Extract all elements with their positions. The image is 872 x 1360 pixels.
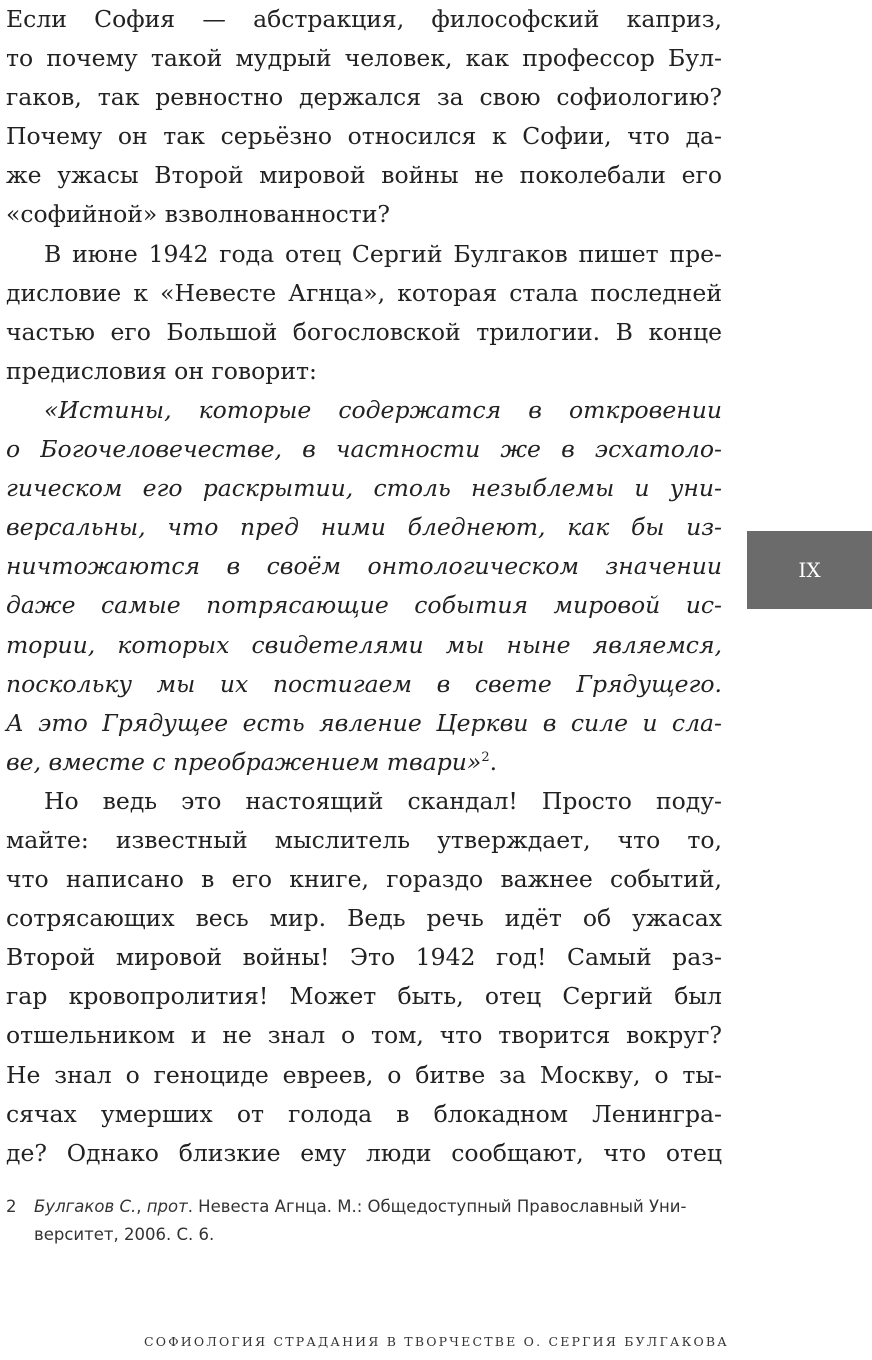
- footnote-number: 2: [6, 1197, 17, 1216]
- chapter-number: IX: [798, 558, 821, 582]
- text-line: Второй мировой войны! Это 1942 год! Самый раз-: [6, 943, 722, 972]
- text-line: что написано в его книге, гораздо важнее событий,: [6, 865, 722, 894]
- text-line: майте: известный мыслитель утверждает, что то,: [6, 825, 722, 854]
- quote-last-line: [6, 743, 722, 782]
- quote-line: гическом его раскрытии, столь незыблемы и уни-: [6, 474, 722, 503]
- quote-line: тории, которых свидетелями мы ныне являемся,: [6, 630, 722, 659]
- main-text: [6, 0, 722, 1173]
- text-line: Не знал о геноциде евреев, о битве за Москву, о ты-: [6, 1060, 722, 1089]
- text-line: то почему такой мудрый человек, как профессор Бул-: [6, 44, 722, 73]
- chapter-tab: [747, 531, 872, 609]
- text-line: де? Однако близкие ему люди сообщают, что отец: [6, 1138, 722, 1167]
- text-line: В июне 1942 года отец Сергий Булгаков пишет пре-: [44, 239, 722, 268]
- footnote-reference[interactable]: 2: [481, 749, 490, 765]
- text-line: Если София — абстракция, философский каприз,: [6, 5, 722, 33]
- text-line: «софийной» взволнованности?: [6, 200, 391, 229]
- footnote-role: прот: [146, 1197, 188, 1216]
- text-line: Почему он так серьёзно относился к Софии, что да-: [6, 122, 722, 151]
- running-footer: СОФИОЛОГИЯ СТРАДАНИЯ В ТВОРЧЕСТВЕ О. СЕРГИЯ БУЛГАКОВА: [144, 1334, 729, 1349]
- footnote: [6, 1193, 722, 1249]
- text-line: гар кровопролития! Может быть, отец Сергий был: [6, 982, 722, 1011]
- text-line: сячах умерших от голода в блокадном Ленингра-: [6, 1099, 722, 1128]
- text-line: дисловие к «Невесте Агнца», которая стала последней: [6, 278, 722, 307]
- footnote-text: . Невеста Агнца. М.: Общедоступный Православный Уни-: [187, 1197, 687, 1216]
- text-line: Но ведь это настоящий скандал! Просто поду-: [44, 786, 722, 815]
- quote-line: ве, вместе с преображением твари»: [6, 747, 482, 776]
- text-line: предисловия он говорит:: [6, 356, 317, 385]
- text-line: же ужасы Второй мировой войны не поколебали его: [6, 161, 722, 190]
- quote-line: «Истины, которые содержатся в откровении: [44, 395, 722, 424]
- text-line: гаков, так ревностно держался за свою софиологию?: [6, 83, 722, 112]
- footnote-continuation: верситет, 2006. С. 6.: [34, 1225, 215, 1244]
- quote-line: поскольку мы их постигаем в свете Грядущего.: [6, 669, 722, 698]
- quote-line: версальны, что пред ними бледнеют, как бы из-: [6, 513, 722, 542]
- text-line: частью его Большой богословской трилогии. В конце: [6, 317, 722, 346]
- quote-line: даже самые потрясающие события мировой ис-: [6, 591, 722, 620]
- footnote-separator: ,: [136, 1197, 147, 1216]
- quote-line: о Богочеловечестве, в частности же в эсхатоло-: [6, 435, 722, 464]
- quote-line: ничтожаются в своём онтологическом значении: [6, 552, 722, 581]
- text-line: сотрясающих весь мир. Ведь речь идёт об ужасах: [6, 904, 722, 933]
- quote-period: .: [489, 747, 498, 776]
- quote-line: А это Грядущее есть явление Церкви в силе и сла-: [6, 708, 722, 737]
- footnote-author: Булгаков С.: [34, 1197, 137, 1216]
- footnote-line: [6, 1193, 722, 1221]
- text-line: отшельником и не знал о том, что творится вокруг?: [6, 1021, 722, 1050]
